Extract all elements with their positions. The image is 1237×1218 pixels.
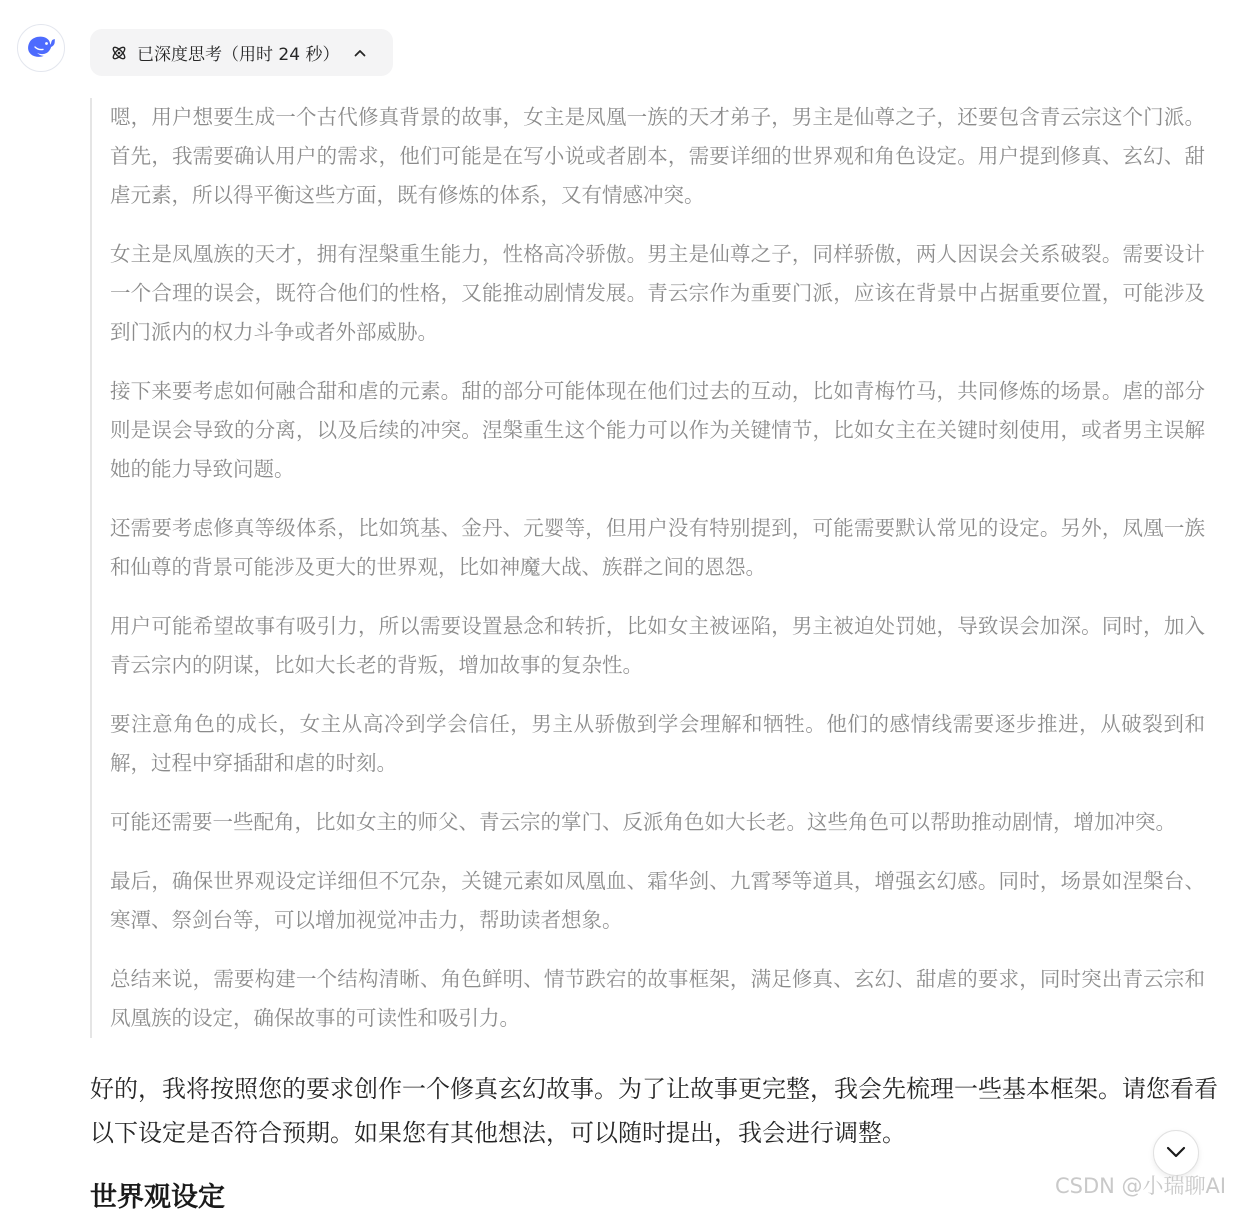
thinking-paragraph: 总结来说，需要构建一个结构清晰、角色鲜明、情节跌宕的故事框架，满足修真、玄幻、甜虐的要求，同时突出青云宗和凤凰族的设定，确保故事的可读性和吸引力。 [110,967,1205,1030]
chevron-up-icon [353,46,367,60]
chevron-down-icon [1165,1144,1187,1163]
thinking-toggle-label: 已深度思考（用时 24 秒） [137,45,340,65]
thinking-paragraph: 女主是凤凰族的天才，拥有涅槃重生能力，性格高冷骄傲。男主是仙尊之子，同样骄傲，两人因误会关系破裂。需要设计一个合理的误会，既符合他们的性格，又能推动剧情发展。青云宗作为重要门派，应该在背景中占据重要位置，可能涉及到门派内的权力斗争或者外部威胁。 [110,242,1205,344]
thinking-paragraph: 最后，确保世界观设定详细但不冗杂，关键元素如凤凰血、霜华剑、九霄琴等道具，增强玄幻感。同时，场景如涅槃台、寒潭、祭剑台等，可以增加视觉冲击力，帮助读者想象。 [110,869,1205,932]
whale-logo-icon [25,33,57,63]
atom-icon [110,44,128,62]
section-heading: 世界观设定 [90,1182,225,1213]
thinking-paragraph: 用户可能希望故事有吸引力，所以需要设置悬念和转折，比如女主被诬陷，男主被迫处罚她，导致误会加深。同时，加入青云宗内的阴谋，比如大长老的背叛，增加故事的复杂性。 [110,614,1205,677]
thinking-paragraph: 可能还需要一些配角，比如女主的师父、青云宗的掌门、反派角色如大长老。这些角色可以帮助推动剧情，增加冲突。 [110,810,1176,834]
answer-content [90,1067,1220,1155]
thinking-paragraph: 接下来要考虑如何融合甜和虐的元素。甜的部分可能体现在他们过去的互动，比如青梅竹马，共同修炼的场景。虐的部分则是误会导致的分离，以及后续的冲突。涅槃重生这个能力可以作为关键情节，比如女主在关键时刻使用，或者男主误解她的能力导致问题。 [110,379,1205,481]
thinking-toggle-button[interactable] [90,29,393,76]
thinking-paragraph: 要注意角色的成长，女主从高冷到学会信任，男主从骄傲到学会理解和牺牲。他们的感情线需要逐步推进，从破裂到和解，过程中穿插甜和虐的时刻。 [110,712,1205,775]
thinking-paragraph: 嗯，用户想要生成一个古代修真背景的故事，女主是凤凰一族的天才弟子，男主是仙尊之子，还要包含青云宗这个门派。首先，我需要确认用户的需求，他们可能是在写小说或者剧本，需要详细的世界观和角色设定。用户提到修真、玄幻、甜虐元素，所以得平衡这些方面，既有修炼的体系，又有情感冲突。 [110,105,1205,207]
thinking-content [90,98,1205,1038]
thinking-paragraph: 还需要考虑修真等级体系，比如筑基、金丹、元婴等，但用户没有特别提到，可能需要默认常见的设定。另外，凤凰一族和仙尊的背景可能涉及更大的世界观，比如神魔大战、族群之间的恩怨。 [110,516,1205,579]
answer-intro: 好的，我将按照您的要求创作一个修真玄幻故事。为了让故事更完整，我会先梳理一些基本框架。请您看看以下设定是否符合预期。如果您有其他想法，可以随时提出，我会进行调整。 [90,1075,1218,1147]
assistant-avatar [17,24,65,72]
watermark: CSDN @小瑞聊AI [1055,1174,1227,1198]
